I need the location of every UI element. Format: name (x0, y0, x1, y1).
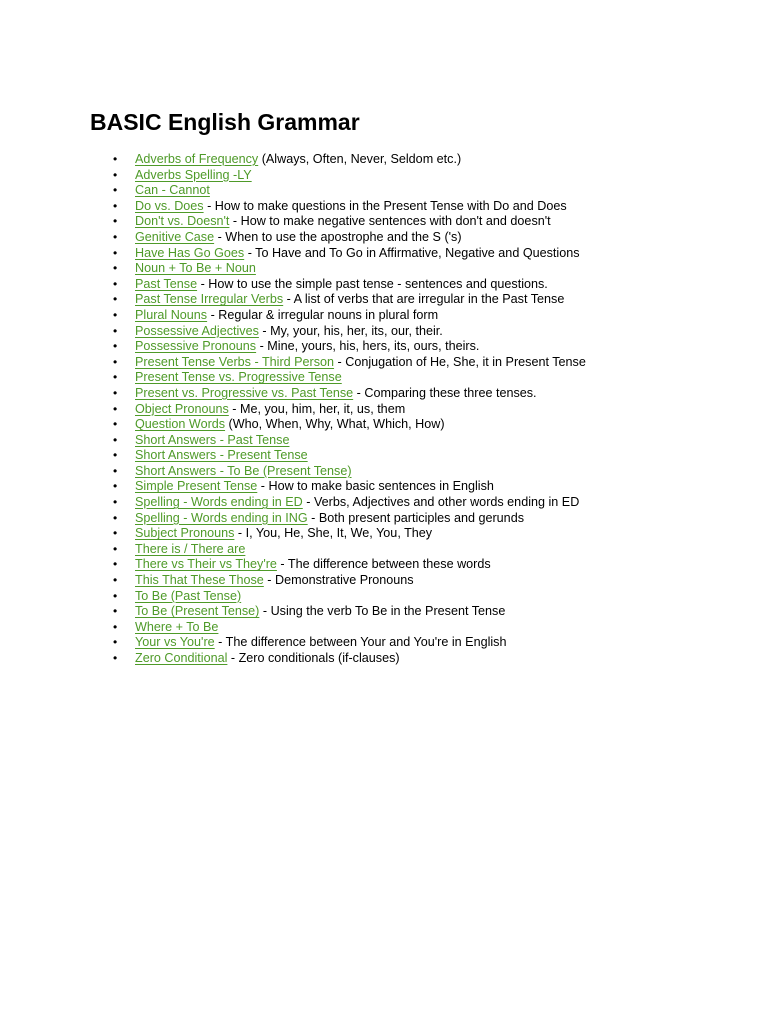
list-item (0, 308, 586, 324)
list-item (0, 292, 586, 308)
bullet-icon: • (113, 463, 118, 478)
topic-link[interactable]: Past Tense (135, 276, 198, 291)
list-item (0, 495, 586, 511)
topic-link[interactable]: To Be (Past Tense) (135, 588, 242, 603)
topic-link[interactable]: Possessive Pronouns (135, 339, 257, 354)
bullet-icon: • (113, 339, 118, 354)
topic-link[interactable]: To Be (Present Tense) (135, 604, 260, 619)
topic-link[interactable]: Present Tense Verbs - Third Person (135, 354, 335, 369)
topic-link[interactable]: This That These Those (135, 573, 264, 588)
topic-description: - I, You, He, She, It, We, You, They (234, 526, 433, 541)
list-item (0, 433, 586, 449)
bullet-icon: • (113, 292, 118, 307)
topic-link[interactable]: There is / There are (135, 541, 246, 556)
list-item (0, 386, 586, 402)
topic-description: - When to use the apostrophe and the S ('s) (214, 229, 462, 244)
bullet-icon: • (113, 417, 118, 432)
topic-link[interactable]: Question Words (135, 417, 226, 432)
list-item (0, 526, 586, 542)
topic-link[interactable]: Present vs. Progressive vs. Past Tense (135, 385, 354, 400)
list-item (0, 324, 586, 340)
bullet-icon: • (113, 573, 118, 588)
bullet-icon: • (113, 167, 118, 182)
page-title: BASIC English Grammar (90, 109, 360, 135)
topic-link[interactable]: Subject Pronouns (135, 526, 235, 541)
list-item (0, 355, 586, 371)
topic-link[interactable]: Short Answers - To Be (Present Tense) (135, 463, 352, 478)
list-item (0, 214, 586, 230)
topic-link[interactable]: Don't vs. Doesn't (135, 214, 230, 229)
topic-description: - Mine, yours, his, hers, its, ours, theirs. (256, 339, 480, 354)
bullet-icon: • (113, 245, 118, 260)
bullet-icon: • (113, 635, 118, 650)
topic-description: - Demonstrative Pronouns (263, 573, 414, 588)
topic-description: (Who, When, Why, What, Which, How) (225, 417, 445, 432)
bullet-icon: • (113, 183, 118, 198)
list-item (0, 183, 586, 199)
bullet-icon: • (113, 619, 118, 634)
topic-link[interactable]: Past Tense Irregular Verbs (135, 292, 284, 307)
topic-link[interactable]: Zero Conditional (135, 651, 228, 665)
bullet-icon: • (113, 510, 118, 525)
topic-description: - The difference between these words (276, 557, 491, 572)
bullet-icon: • (113, 307, 118, 322)
topic-description: - How to make basic sentences in English (257, 479, 494, 494)
list-item (0, 168, 586, 184)
bullet-icon: • (113, 229, 118, 244)
bullet-icon: • (113, 401, 118, 416)
list-item (0, 604, 586, 620)
list-item (0, 589, 586, 605)
topic-description: - Using the verb To Be in the Present Tense (259, 604, 506, 619)
topic-description: - The difference between Your and You're in English (214, 635, 507, 650)
bullet-icon: • (113, 557, 118, 572)
topic-description: - Both present participles and gerunds (307, 510, 524, 525)
topic-link[interactable]: Possessive Adjectives (135, 323, 259, 338)
list-item (0, 573, 586, 589)
list-item (0, 651, 586, 667)
topic-link[interactable]: Spelling - Words ending in ED (135, 495, 303, 510)
list-item (0, 230, 586, 246)
list-item (0, 620, 586, 636)
topic-description: - My, your, his, her, its, our, their. (258, 323, 443, 338)
topic-description: - A list of verbs that are irregular in the Past Tense (283, 292, 565, 307)
topic-link[interactable]: Noun + To Be + Noun (135, 261, 256, 276)
bullet-icon: • (113, 354, 118, 369)
topic-list (0, 152, 586, 667)
list-item (0, 464, 586, 480)
list-item (0, 199, 586, 215)
topic-description: - Me, you, him, her, it, us, them (228, 401, 406, 416)
list-item (0, 417, 586, 433)
bullet-icon: • (113, 604, 118, 619)
bullet-icon: • (113, 526, 118, 541)
bullet-icon: • (113, 432, 118, 447)
bullet-icon: • (113, 541, 118, 556)
topic-description: - Regular & irregular nouns in plural form (207, 307, 439, 322)
list-item (0, 635, 586, 651)
topic-description: - Comparing these three tenses. (353, 385, 537, 400)
topic-description: - Verbs, Adjectives and other words ending in ED (302, 495, 580, 510)
topic-description: - How to use the simple past tense - sentences and questions. (197, 276, 548, 291)
topic-description: - How to make questions in the Present Tense with Do and Does (203, 198, 567, 213)
bullet-icon: • (113, 651, 118, 665)
bullet-icon: • (113, 152, 118, 166)
list-item (0, 448, 586, 464)
topic-link[interactable]: Do vs. Does (135, 198, 204, 213)
topic-link[interactable]: Genitive Case (135, 229, 215, 244)
topic-description: - To Have and To Go in Affirmative, Negative and Questions (244, 245, 580, 260)
topic-link[interactable]: There vs Their vs They're (135, 557, 277, 572)
list-item (0, 261, 586, 277)
topic-link[interactable]: Adverbs of Frequency (135, 152, 259, 166)
bullet-icon: • (113, 276, 118, 291)
bullet-icon: • (113, 588, 118, 603)
bullet-icon: • (113, 198, 118, 213)
topic-link[interactable]: Short Answers - Present Tense (135, 448, 308, 463)
bullet-icon: • (113, 370, 118, 385)
topic-description: - How to make negative sentences with don't and doesn't (229, 214, 551, 229)
topic-link[interactable]: Object Pronouns (135, 401, 229, 416)
topic-link[interactable]: Your vs You're (135, 635, 215, 650)
topic-link[interactable]: Spelling - Words ending in ING (135, 510, 308, 525)
bullet-icon: • (113, 214, 118, 229)
list-item (0, 370, 586, 386)
topic-link[interactable]: Present Tense vs. Progressive Tense (135, 370, 342, 385)
bullet-icon: • (113, 385, 118, 400)
list-item (0, 277, 586, 293)
topic-link[interactable]: Adverbs Spelling -LY (135, 167, 252, 182)
bullet-icon: • (113, 448, 118, 463)
topic-link[interactable]: Plural Nouns (135, 307, 208, 322)
topic-link[interactable]: Can - Cannot (135, 183, 210, 198)
topic-description: - Zero conditionals (if-clauses) (227, 651, 400, 665)
topic-description: (Always, Often, Never, Seldom etc.) (258, 152, 462, 166)
list-item (0, 511, 586, 527)
topic-link[interactable]: Short Answers - Past Tense (135, 432, 290, 447)
bullet-icon: • (113, 323, 118, 338)
topic-link[interactable]: Simple Present Tense (135, 479, 258, 494)
list-item (0, 557, 586, 573)
list-item (0, 152, 586, 168)
topic-link[interactable]: Have Has Go Goes (135, 245, 245, 260)
bullet-icon: • (113, 479, 118, 494)
list-item (0, 246, 586, 262)
list-item (0, 542, 586, 558)
list-item (0, 402, 586, 418)
list-item (0, 479, 586, 495)
list-item (0, 339, 586, 355)
topic-link[interactable]: Where + To Be (135, 619, 219, 634)
bullet-icon: • (113, 261, 118, 276)
bullet-icon: • (113, 495, 118, 510)
topic-description: - Conjugation of He, She, it in Present Tense (334, 354, 586, 369)
